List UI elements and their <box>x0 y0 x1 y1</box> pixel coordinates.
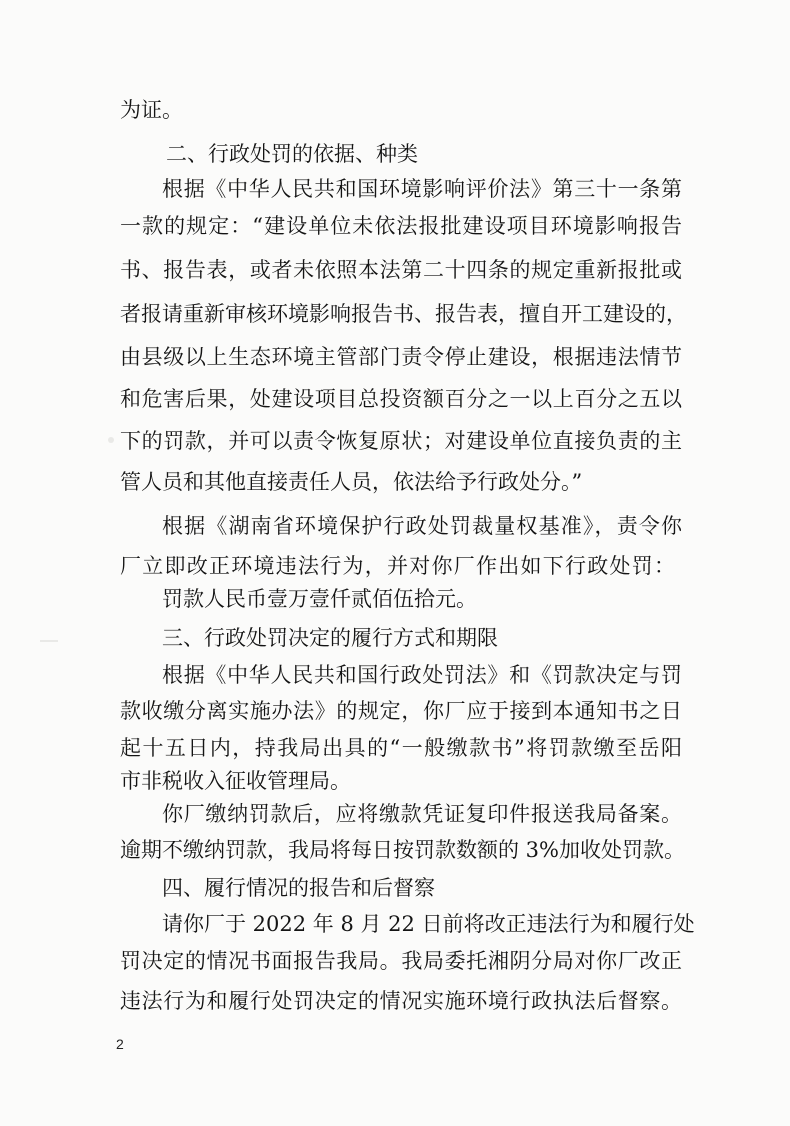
text-line: 书、报告表，或者未依照本法第二十四条的规定重新报批或 <box>120 258 682 282</box>
text-line: 厂立即改正环境违法行为，并对你厂作出如下行政处罚： <box>120 554 675 578</box>
text-line: 下的罚款，并可以责令恢复原状；对建设单位直接负责的主 <box>120 429 682 453</box>
scan-artifact <box>40 640 58 642</box>
text-line: 罚决定的情况书面报告我局。我局委托湘阴分局对你厂改正 <box>120 949 682 973</box>
text-line: 根据《中华人民共和国行政处罚法》和《罚款决定与罚 <box>162 663 682 687</box>
text-line: 请你厂于 2022 年 8 月 22 日前将改正违法行为和履行处 <box>162 912 695 936</box>
text-line: 市非税收入征收管理局。 <box>120 769 351 793</box>
text-line: 管人员和其他直接责任人员，依法给予行政处分。” <box>120 470 583 494</box>
section-heading-performance: 三、行政处罚决定的履行方式和期限 <box>162 626 498 650</box>
text-line: 款收缴分离实施办法》的规定，你厂应于接到本通知书之日 <box>120 699 682 723</box>
text-line: 起十五日内，持我局出具的“一般缴款书”将罚款缴至岳阳 <box>120 736 682 760</box>
page-number: 2 <box>116 1036 124 1052</box>
text-line: 由县级以上生态环境主管部门责令停止建设，根据违法情节 <box>120 345 682 369</box>
text-line: 根据《湖南省环境保护行政处罚裁量权基准》，责令你 <box>162 514 682 538</box>
section-heading-report: 四、履行情况的报告和后督察 <box>162 876 435 900</box>
penalty-amount: 罚款人民币壹万壹仟贰佰伍拾元。 <box>162 587 477 611</box>
section-heading-basis: 二、行政处罚的依据、种类 <box>166 142 418 166</box>
text-line: 你厂缴纳罚款后，应将缴款凭证复印件报送我局备案。 <box>162 802 682 826</box>
text-line: 违法行为和履行处罚决定的情况实施环境行政执法后督察。 <box>120 989 682 1013</box>
text-line: 者报请重新审核环境影响报告书、报告表，擅自开工建设的， <box>120 302 687 326</box>
text-line: 根据《中华人民共和国环境影响评价法》第三十一条第 <box>162 177 682 201</box>
text-line: 为证。 <box>120 98 183 122</box>
text-line: 和危害后果，处建设项目总投资额百分之一以上百分之五以 <box>120 387 682 411</box>
text-line: 逾期不缴纳罚款，我局将每日按罚款数额的 3%加收处罚款。 <box>120 838 685 862</box>
text-line: 一款的规定：“建设单位未依法报批建设项目环境影响报告 <box>120 214 682 238</box>
scan-artifact <box>108 437 114 443</box>
